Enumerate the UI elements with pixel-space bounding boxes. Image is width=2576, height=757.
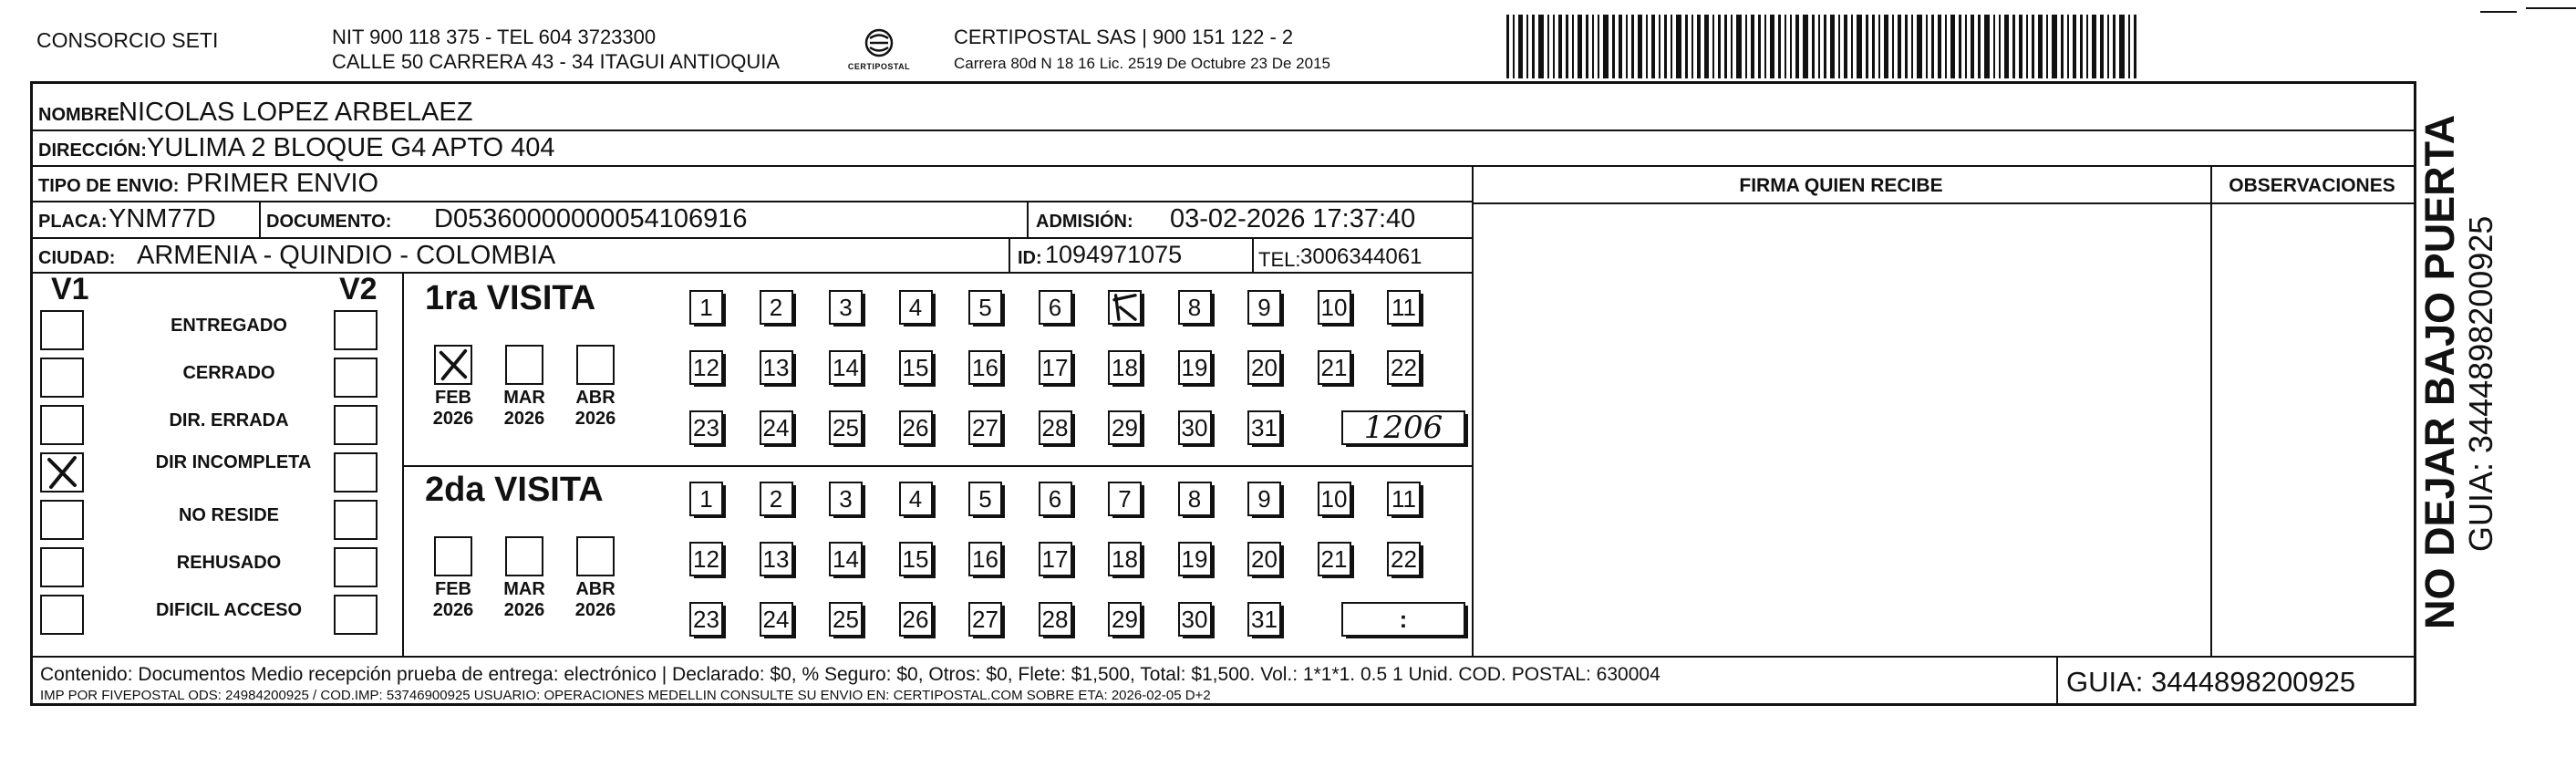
day-box[interactable]: 29	[1108, 410, 1142, 445]
barcode-bar	[1626, 15, 1628, 78]
firma-header: FIRMA QUIEN RECIBE	[1739, 175, 1943, 196]
month-checkbox[interactable]	[505, 536, 543, 576]
barcode-bar	[2080, 15, 2083, 78]
barcode-bar	[1685, 15, 1688, 78]
day-box[interactable]: 23	[689, 602, 723, 637]
day-box[interactable]: 29	[1108, 602, 1142, 637]
day-box[interactable]: 2	[760, 290, 793, 325]
day-box[interactable]: 5	[968, 482, 1002, 516]
barcode-bar	[2004, 15, 2009, 78]
barcode-bar	[1638, 15, 1642, 78]
day-box[interactable]: 7	[1108, 482, 1142, 516]
barcode-bar	[2046, 15, 2048, 78]
visit-title: 1ra VISITA	[425, 279, 596, 317]
barcode-bar	[1965, 15, 1967, 78]
reason-label: REHUSADO	[176, 553, 282, 573]
reason-label: DIR INCOMPLETA	[155, 452, 312, 472]
day-box[interactable]: 22	[1387, 542, 1421, 576]
barcode-bar	[1959, 15, 1961, 78]
barcode-bar	[1993, 15, 1995, 78]
v2-label: V2	[339, 272, 378, 306]
barcode-bar	[1971, 15, 1974, 78]
row-tipo	[33, 167, 1472, 202]
admision-label: ADMISIÓN:	[1036, 212, 1133, 232]
barcode-bar	[1745, 15, 1747, 78]
barcode-bar	[1830, 15, 1835, 78]
barcode-bar	[1566, 15, 1568, 78]
barcode-bar	[2038, 15, 2043, 78]
barcode-bar	[1526, 15, 1528, 78]
barcode-bar	[2052, 15, 2057, 78]
tipo-value: PRIMER ENVIO	[186, 169, 379, 198]
day-box[interactable]: 26	[899, 602, 933, 637]
v2-checkbox[interactable]	[334, 595, 378, 635]
month-label: FEB	[435, 388, 471, 408]
barcode-bar	[2073, 15, 2076, 78]
barcode-bar	[1999, 15, 2001, 78]
barcode-bar	[1978, 15, 1981, 78]
barcode-bar	[1598, 15, 1599, 78]
barcode-bar	[1866, 15, 1868, 78]
footer-imp: IMP POR FIVEPOSTAL ODS: 24984200925 / COD.IMP: 53746900925 USUARIO: OPERACIONES MEDELLIN CONSULTE SU ENVIO EN: CERTIPOSTAL.COM SOBRE ETA: 2026-02-05 D+2	[40, 688, 1211, 703]
barcode-bar	[1938, 15, 1941, 78]
barcode-bar	[1878, 15, 1880, 78]
day-box[interactable]: 30	[1178, 602, 1212, 637]
barcode-bar	[2067, 15, 2069, 78]
reason-label: CERRADO	[182, 363, 275, 383]
day-box[interactable]: 10	[1318, 482, 1351, 516]
barcode-bar	[1770, 15, 1774, 78]
year-label: 2026	[432, 600, 474, 620]
day-box[interactable]: 15	[899, 542, 933, 576]
day-box[interactable]: 11	[1387, 482, 1421, 516]
barcode-bar	[2119, 15, 2125, 78]
day-box[interactable]: 4	[899, 482, 933, 516]
reason-label: DIFICIL ACCESO	[155, 600, 302, 620]
barcode-bar	[1619, 15, 1622, 78]
day-box[interactable]: 9	[1247, 290, 1281, 325]
row-placa	[33, 202, 1472, 239]
barcode-bar	[2100, 15, 2104, 78]
barcode-bar	[1691, 15, 1693, 78]
barcode-bar	[2092, 15, 2096, 78]
barcode-bar	[1945, 15, 1947, 78]
month-checkbox[interactable]	[576, 536, 615, 576]
admision-value: 03-02-2026 17:37:40	[1170, 204, 1416, 233]
day-box[interactable]: 25	[829, 602, 863, 637]
barcode-bar	[1578, 15, 1582, 78]
footer-contenido: Contenido: Documentos Medio recepción prueba de entrega: electrónico | Declarado: $0, % Seguro: $0, Otros: $0, Flete: $1,500, Total: $1,500. Vol.: 1*1*1. 0.5 1 Unid. COD. POSTAL: 630004	[40, 664, 1660, 685]
v1-checkbox[interactable]	[40, 405, 84, 445]
v2-checkbox[interactable]	[334, 358, 378, 398]
year-label: 2026	[574, 600, 616, 620]
barcode-bar	[1851, 15, 1853, 78]
barcode-bar	[1778, 15, 1781, 78]
barcode-bar	[1659, 15, 1660, 78]
footer-guia: GUIA: 3444898200925	[2066, 666, 2356, 698]
observaciones-header: OBSERVACIONES	[2229, 175, 2395, 196]
barcode-bar	[2019, 15, 2023, 78]
barcode-bar	[1612, 15, 1615, 78]
barcode-bar	[1892, 15, 1894, 78]
barcode-bar	[1764, 15, 1766, 78]
barcode-bar	[1950, 15, 1955, 78]
month-label: MAR	[503, 388, 545, 408]
day-box[interactable]: 3	[829, 290, 863, 325]
barcode-bar	[1631, 15, 1634, 78]
barcode-bar	[1898, 15, 1901, 78]
day-box[interactable]: 22	[1387, 350, 1421, 385]
barcode-bar	[2032, 15, 2034, 78]
day-box[interactable]: 8	[1178, 290, 1212, 325]
year-label: 2026	[503, 600, 545, 620]
visit-title: 2da VISITA	[425, 471, 604, 509]
barcode-bar	[1905, 15, 1908, 78]
day-box[interactable]: 24	[760, 602, 793, 637]
day-box[interactable]: 5	[968, 290, 1002, 325]
company-address: CALLE 50 CARRERA 43 - 34 ITAGUI ANTIOQUIA	[332, 50, 781, 73]
month-label: ABR	[575, 388, 616, 408]
day-box[interactable]: 8	[1178, 482, 1212, 516]
barcode-bar	[1984, 15, 1990, 78]
day-box[interactable]: 14	[829, 350, 863, 385]
barcode-bar	[1844, 15, 1847, 78]
signature-area[interactable]	[1483, 212, 2203, 649]
barcode-bar	[1538, 15, 1544, 78]
direccion-value: YULIMA 2 BLOQUE G4 APTO 404	[147, 133, 555, 162]
barcode-bar	[1795, 15, 1799, 78]
tipo-label: TIPO DE ENVIO:	[38, 176, 180, 196]
barcode-bar	[1803, 15, 1808, 78]
barcode-bar	[2012, 15, 2015, 78]
barcode-bar	[1731, 15, 1733, 78]
day-box[interactable]: 16	[968, 350, 1002, 385]
operator-license: Carrera 80d N 18 16 Lic. 2519 De Octubre 23 De 2015	[954, 55, 1330, 72]
v2-checkbox[interactable]	[334, 500, 378, 540]
barcode-bar	[2128, 15, 2130, 78]
id-value: 1094971075	[1045, 241, 1183, 268]
barcode-bar	[1751, 15, 1754, 78]
tel-label: TEL:	[1258, 248, 1301, 271]
day-box[interactable]: 21	[1318, 350, 1351, 385]
day-box[interactable]: 28	[1039, 410, 1072, 445]
barcode-bar	[1838, 15, 1840, 78]
day-box[interactable]: 31	[1247, 410, 1281, 445]
v2-checkbox[interactable]	[334, 405, 378, 445]
day-box[interactable]: 18	[1108, 350, 1142, 385]
time-box[interactable]: :	[1341, 602, 1465, 637]
documento-label: DOCUMENTO:	[266, 212, 392, 232]
barcode-bar	[1872, 15, 1875, 78]
nombre-value: NICOLAS LOPEZ ARBELAEZ	[119, 98, 473, 127]
day-box[interactable]: 24	[760, 410, 793, 445]
barcode-bar	[1532, 15, 1535, 78]
barcode-bar	[2113, 15, 2116, 78]
barcode-bar	[1513, 15, 1515, 78]
day-box[interactable]: 1	[689, 290, 723, 325]
day-box[interactable]: 14	[829, 542, 863, 576]
barcode-bar	[1671, 15, 1672, 78]
company-name: CONSORCIO SETI	[36, 28, 219, 52]
v1-checkbox[interactable]	[40, 500, 84, 540]
barcode-bar	[1518, 15, 1523, 78]
observaciones-area[interactable]	[2217, 212, 2408, 649]
barcode-bar	[1547, 15, 1549, 78]
row-direccion	[33, 131, 2414, 167]
v1-checkbox[interactable]	[40, 310, 84, 350]
v2-checkbox[interactable]	[334, 452, 378, 493]
day-box[interactable]: 20	[1247, 542, 1281, 576]
day-box[interactable]: 27	[968, 410, 1002, 445]
barcode-bar	[2026, 15, 2028, 78]
barcode-bar	[1586, 15, 1588, 78]
day-box[interactable]: 6	[1039, 482, 1072, 516]
reason-label: ENTREGADO	[171, 316, 287, 336]
day-box[interactable]: 3	[829, 482, 863, 516]
barcode-bar	[1506, 15, 1509, 78]
corner-mark	[2480, 11, 2517, 13]
barcode-bar	[1824, 15, 1826, 78]
month-checkbox[interactable]	[434, 345, 472, 385]
documento-value: D05360000000054106916	[434, 204, 748, 233]
v1-checkbox[interactable]	[40, 547, 84, 587]
barcode-bar	[2061, 15, 2064, 78]
row-nombre	[33, 96, 2414, 131]
barcode-bar	[1592, 15, 1594, 78]
day-box[interactable]: 6	[1039, 290, 1072, 325]
tel-value: 3006344061	[1300, 244, 1422, 269]
day-box[interactable]: 2	[760, 482, 793, 516]
day-box[interactable]: 28	[1039, 602, 1072, 637]
day-box[interactable]: 27	[968, 602, 1002, 637]
day-box[interactable]: 13	[760, 350, 793, 385]
barcode-bar	[1758, 15, 1761, 78]
day-box[interactable]: 10	[1318, 290, 1351, 325]
day-box[interactable]: 1	[689, 482, 723, 516]
barcode-bar	[1818, 15, 1820, 78]
day-box[interactable]: 19	[1178, 350, 1212, 385]
day-box[interactable]: 17	[1039, 542, 1072, 576]
barcode-bar	[1736, 15, 1742, 78]
v2-checkbox[interactable]	[334, 547, 378, 587]
barcode-bar	[1676, 15, 1681, 78]
barcode-bar	[1712, 15, 1714, 78]
year-label: 2026	[503, 409, 545, 429]
company-nit: NIT 900 118 375 - TEL 604 3723300	[332, 26, 657, 48]
side-warning: NO DEJAR BAJO PUERTA	[2416, 114, 2463, 629]
barcode-bar	[2107, 15, 2109, 78]
delivery-form	[30, 81, 2416, 706]
barcode-bar	[1911, 15, 1913, 78]
month-label: FEB	[435, 579, 471, 599]
nombre-label: NOMBRE:	[38, 105, 126, 125]
certipostal-logo	[843, 27, 916, 78]
direccion-label: DIRECCIÓN:	[38, 140, 147, 161]
day-box[interactable]: 26	[899, 410, 933, 445]
barcode-bar	[1926, 15, 1928, 78]
day-box[interactable]: 12	[689, 542, 723, 576]
barcode-bar	[1785, 15, 1786, 78]
year-label: 2026	[432, 409, 474, 429]
barcode-bar	[1884, 15, 1888, 78]
day-box[interactable]: 9	[1247, 482, 1281, 516]
placa-label: PLACA:	[38, 212, 108, 232]
day-box[interactable]: 30	[1178, 410, 1212, 445]
day-box[interactable]: 25	[829, 410, 863, 445]
day-box[interactable]: 4	[899, 290, 933, 325]
id-label: ID:	[1018, 248, 1042, 268]
day-box[interactable]: 17	[1039, 350, 1072, 385]
barcode-bar	[1553, 15, 1555, 78]
day-box[interactable]: 21	[1318, 542, 1351, 576]
day-box[interactable]: 12	[689, 350, 723, 385]
day-box[interactable]: 20	[1247, 350, 1281, 385]
month-label: ABR	[575, 579, 616, 599]
barcode-bar	[1790, 15, 1792, 78]
day-box[interactable]: 13	[760, 542, 793, 576]
barcode-bar	[1917, 15, 1922, 78]
day-box[interactable]: 31	[1247, 602, 1281, 637]
v1-checkbox[interactable]	[40, 595, 84, 635]
v1-checkbox[interactable]	[40, 452, 84, 493]
year-label: 2026	[574, 409, 616, 429]
time-box[interactable]: 1206	[1341, 410, 1465, 445]
v1-label: V1	[51, 272, 89, 306]
v2-checkbox[interactable]	[334, 310, 378, 350]
ciudad-label: CIUDAD:	[38, 248, 116, 268]
barcode-bar	[1724, 15, 1727, 78]
barcode	[1506, 15, 2218, 78]
day-box[interactable]	[1108, 290, 1142, 325]
day-box[interactable]: 16	[968, 542, 1002, 576]
reason-label: NO RESIDE	[178, 505, 280, 525]
logo-text: CERTIPOSTAL	[847, 62, 911, 71]
month-checkbox[interactable]	[576, 345, 615, 385]
day-box[interactable]: 15	[899, 350, 933, 385]
barcode-bar	[1931, 15, 1934, 78]
barcode-bar	[1646, 15, 1648, 78]
corner-mark	[2526, 7, 2576, 9]
barcode-bar	[1704, 15, 1709, 78]
barcode-bar	[1572, 15, 1574, 78]
day-box[interactable]: 19	[1178, 542, 1212, 576]
day-box[interactable]: 23	[689, 410, 723, 445]
operator-name: CERTIPOSTAL SAS | 900 151 122 - 2	[954, 26, 1294, 48]
barcode-bar	[2134, 15, 2136, 78]
barcode-bar	[1718, 15, 1721, 78]
barcode-bar	[1558, 15, 1562, 78]
barcode-bar	[1603, 15, 1609, 78]
row-ciudad	[33, 239, 1472, 274]
barcode-bar	[1664, 15, 1667, 78]
barcode-bar	[1812, 15, 1815, 78]
day-box[interactable]: 18	[1108, 542, 1142, 576]
day-box[interactable]: 11	[1387, 290, 1421, 325]
v1-checkbox[interactable]	[40, 358, 84, 398]
reason-label: DIR. ERRADA	[169, 410, 289, 430]
barcode-bar	[1651, 15, 1655, 78]
ciudad-value: ARMENIA - QUINDIO - COLOMBIA	[137, 241, 556, 270]
month-checkbox[interactable]	[434, 536, 472, 576]
month-label: MAR	[503, 579, 545, 599]
placa-value: YNM77D	[109, 204, 216, 233]
side-guia: GUIA: 3444898200925	[2462, 215, 2499, 552]
month-checkbox[interactable]	[505, 345, 543, 385]
barcode-bar	[1857, 15, 1862, 78]
barcode-bar	[1697, 15, 1701, 78]
barcode-bar	[2086, 15, 2088, 78]
